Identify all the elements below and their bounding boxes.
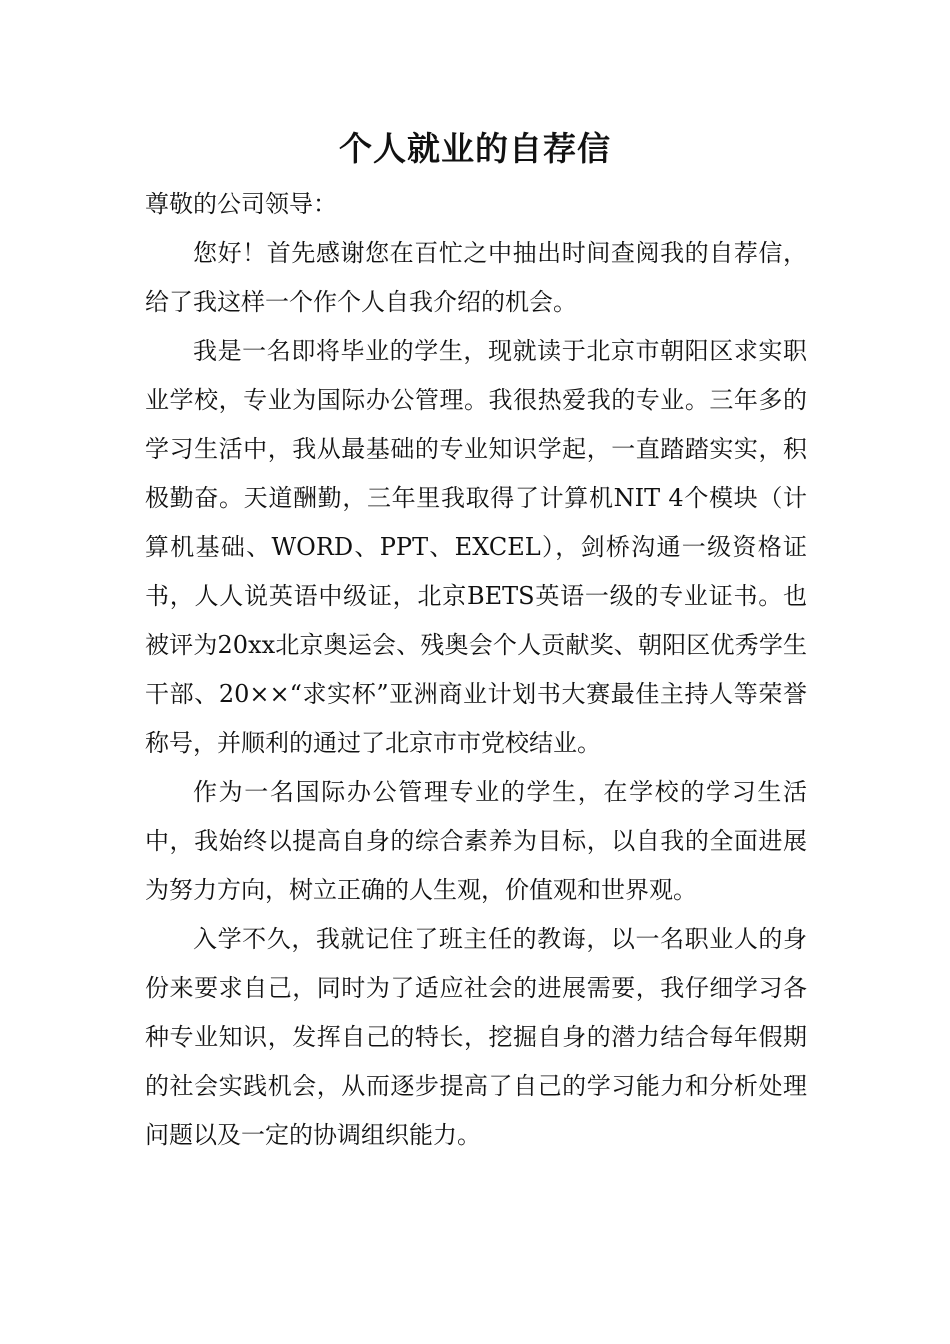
document-body <box>145 180 807 1160</box>
document-title: 个人就业的自荐信 <box>339 129 611 168</box>
paragraph-goals: 作为一名国际办公管理专业的学生，在学校的学习生活中，我始终以提高自身的综合素养为目标，以自我的全面进展为努力方向，树立正确的人生观，价值观和世界观。 <box>145 778 807 904</box>
paragraph-introduction: 我是一名即将毕业的学生，现就读于北京市朝阳区求实职业学校，专业为国际办公管理。我很热爱我的专业。三年多的学习生活中，我从最基础的专业知识学起，一直踏踏实实，积极勤奋。天道酬勤，三年里我取得了计算机NIT 4个模块（计算机基础、WORD、PPT、EXCEL），剑桥沟通一级资格证书，人人说英语中级证，北京BETS英语一级的专业证书。也被评为20xx北京奥运会、残奥会个人贡献奖、朝阳区优秀学生干部、20××“求实杯”亚洲商业计划书大赛最佳主持人等荣誉称号，并顺利的通过了北京市市党校结业。 <box>145 337 807 757</box>
salutation: 尊敬的公司领导： <box>145 190 337 218</box>
paragraph-growth: 入学不久，我就记住了班主任的教诲，以一名职业人的身份来要求自己，同时为了适应社会的进展需要，我仔细学习各种专业知识，发挥自己的特长，挖掘自身的潜力结合每年假期的社会实践机会，从而逐步提高了自己的学习能力和分析处理问题以及一定的协调组织能力。 <box>145 925 807 1149</box>
paragraph-greeting: 您好！首先感谢您在百忙之中抽出时间查阅我的自荐信，给了我这样一个作个人自我介绍的机会。 <box>145 239 807 316</box>
